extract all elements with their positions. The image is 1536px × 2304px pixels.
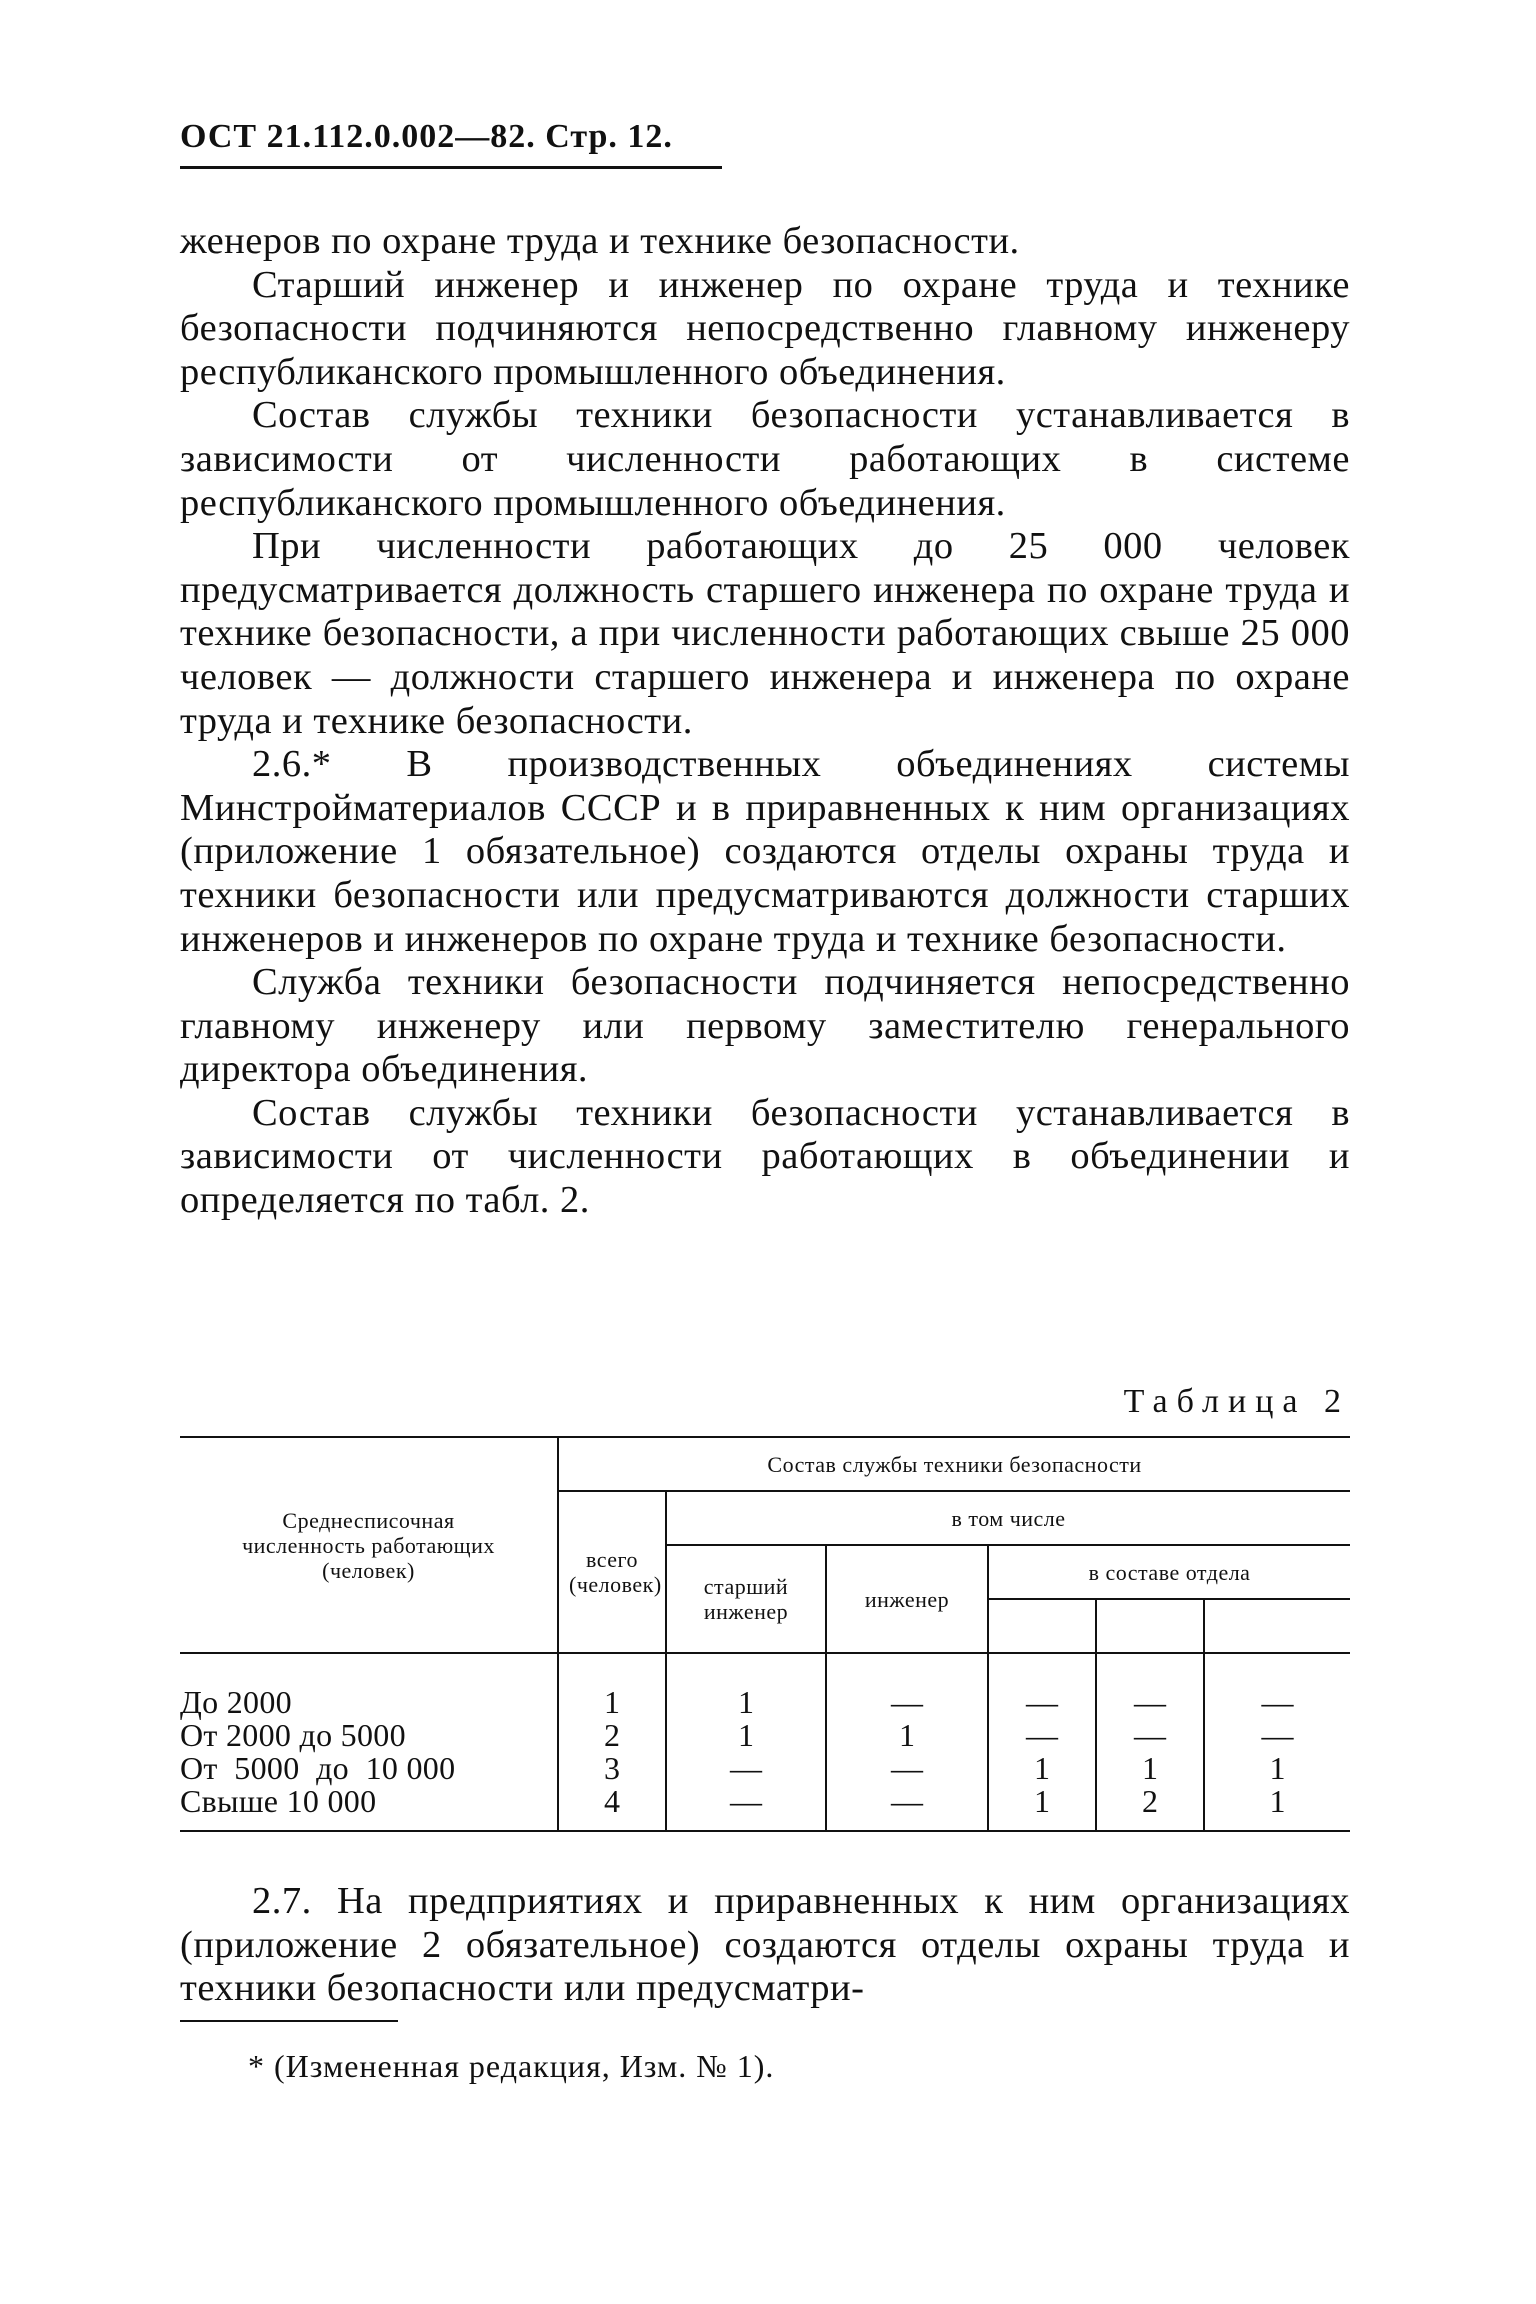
paragraph-section-2-6: 2.6.* В производственных объединениях системы Минстройматериалов СССР и в приравненных к ним организациях (приложение 1 обязательное) создаются отделы охраны труда и техники безопасности или предусматриваются должности старших инженеров и инженеров по охране труда и технике безопасности. [180,743,1350,960]
header-department: в составе отдела [988,1545,1350,1599]
cell-dept-1: — [988,1719,1096,1752]
footnote-rule [180,2020,398,2022]
footnote: * (Измененная редакция, Изм. № 1). [248,2048,775,2084]
row-label: Свыше 10 000 [180,1785,558,1831]
cell-total: 4 [558,1785,666,1831]
header-including: в том числе [666,1491,1350,1545]
cell-dept-1: 1 [988,1785,1096,1831]
cell-engineer: 1 [826,1719,988,1752]
cell-senior: — [666,1752,826,1785]
section-2-7 [180,1880,1350,2011]
cell-dept-3: — [1204,1653,1350,1719]
cell-dept-3: 1 [1204,1785,1350,1831]
paragraph: Состав службы техники безопасности устанавливается в зависимости от численности работающих в объединении и определяется по табл. 2. [180,1091,1350,1222]
cell-engineer: — [826,1752,988,1785]
cell-dept-2: 1 [1096,1752,1204,1785]
paragraph: Старший инженер и инженер по охране труда и технике безопасности подчиняются непосредственно главному инженеру республиканского промышленного объединения. [180,263,1350,393]
table-caption: Таблица 2 [1123,1383,1350,1420]
cell-dept-2: — [1096,1719,1204,1752]
cell-senior: — [666,1785,826,1831]
cell-engineer: — [826,1785,988,1831]
row-label: До 2000 [180,1684,292,1720]
cell-senior: 1 [666,1653,826,1719]
paragraph: Состав службы техники безопасности устанавливается в зависимости от численности работающих в системе республиканского промышленного объединения. [180,394,1350,524]
cell-dept-3: 1 [1204,1752,1350,1785]
row-label: От 2000 до 5000 [180,1717,406,1753]
cell-total: 3 [558,1752,666,1785]
header-safety-service: Состав службы техники безопасности [558,1437,1350,1491]
cell-dept-2: 2 [1096,1785,1204,1831]
header-senior-engineer: старший инженер [666,1545,826,1653]
header-dept-sub [988,1599,1096,1653]
header-dept-sub [1096,1599,1204,1653]
cell-dept-1: — [988,1653,1096,1719]
header-engineer: инженер [826,1545,988,1653]
cell-senior: 1 [666,1719,826,1752]
cell-total: 1 [558,1653,666,1719]
header-dept-sub [1204,1599,1350,1653]
paragraph-continuation: женеров по охране труда и технике безопасности. [180,220,1020,262]
table-row [180,1653,1350,1719]
cell-engineer: — [826,1653,988,1719]
table-row [180,1785,1350,1831]
paragraph-section-2-7: 2.7. На предприятиях и приравненных к ним организациях (приложение 2 обязательное) создаются отделы охраны труда и техники безопасности или предусматри- [180,1880,1350,2010]
cell-dept-3: — [1204,1719,1350,1752]
table-row [180,1719,1350,1752]
paragraph: При численности работающих до 25 000 человек предусматривается должность старшего инженера по охране труда и технике безопасности, а при численности работающих свыше 25 000 человек — должности старшего инженера и инженера по охране труда и технике безопасности. [180,525,1350,742]
cell-dept-1: 1 [988,1752,1096,1785]
staffing-table [180,1436,1350,1832]
row-label: От 5000 до 10 000 [180,1750,456,1786]
cell-total: 2 [558,1719,666,1752]
main-text [180,220,1350,1223]
cell-dept-2: — [1096,1653,1204,1719]
table-2 [180,1436,1350,1832]
header-headcount: Среднесписочная численность работающих (человек) [180,1437,558,1653]
header-underline [180,166,722,169]
table-row [180,1752,1350,1785]
paragraph: Служба техники безопасности подчиняется непосредственно главному инженеру или первому заместителю генерального директора объединения. [180,961,1350,1091]
header-total: всего (человек) [558,1491,666,1653]
page-header: ОСТ 21.112.0.002—82. Стр. 12. [180,118,673,155]
